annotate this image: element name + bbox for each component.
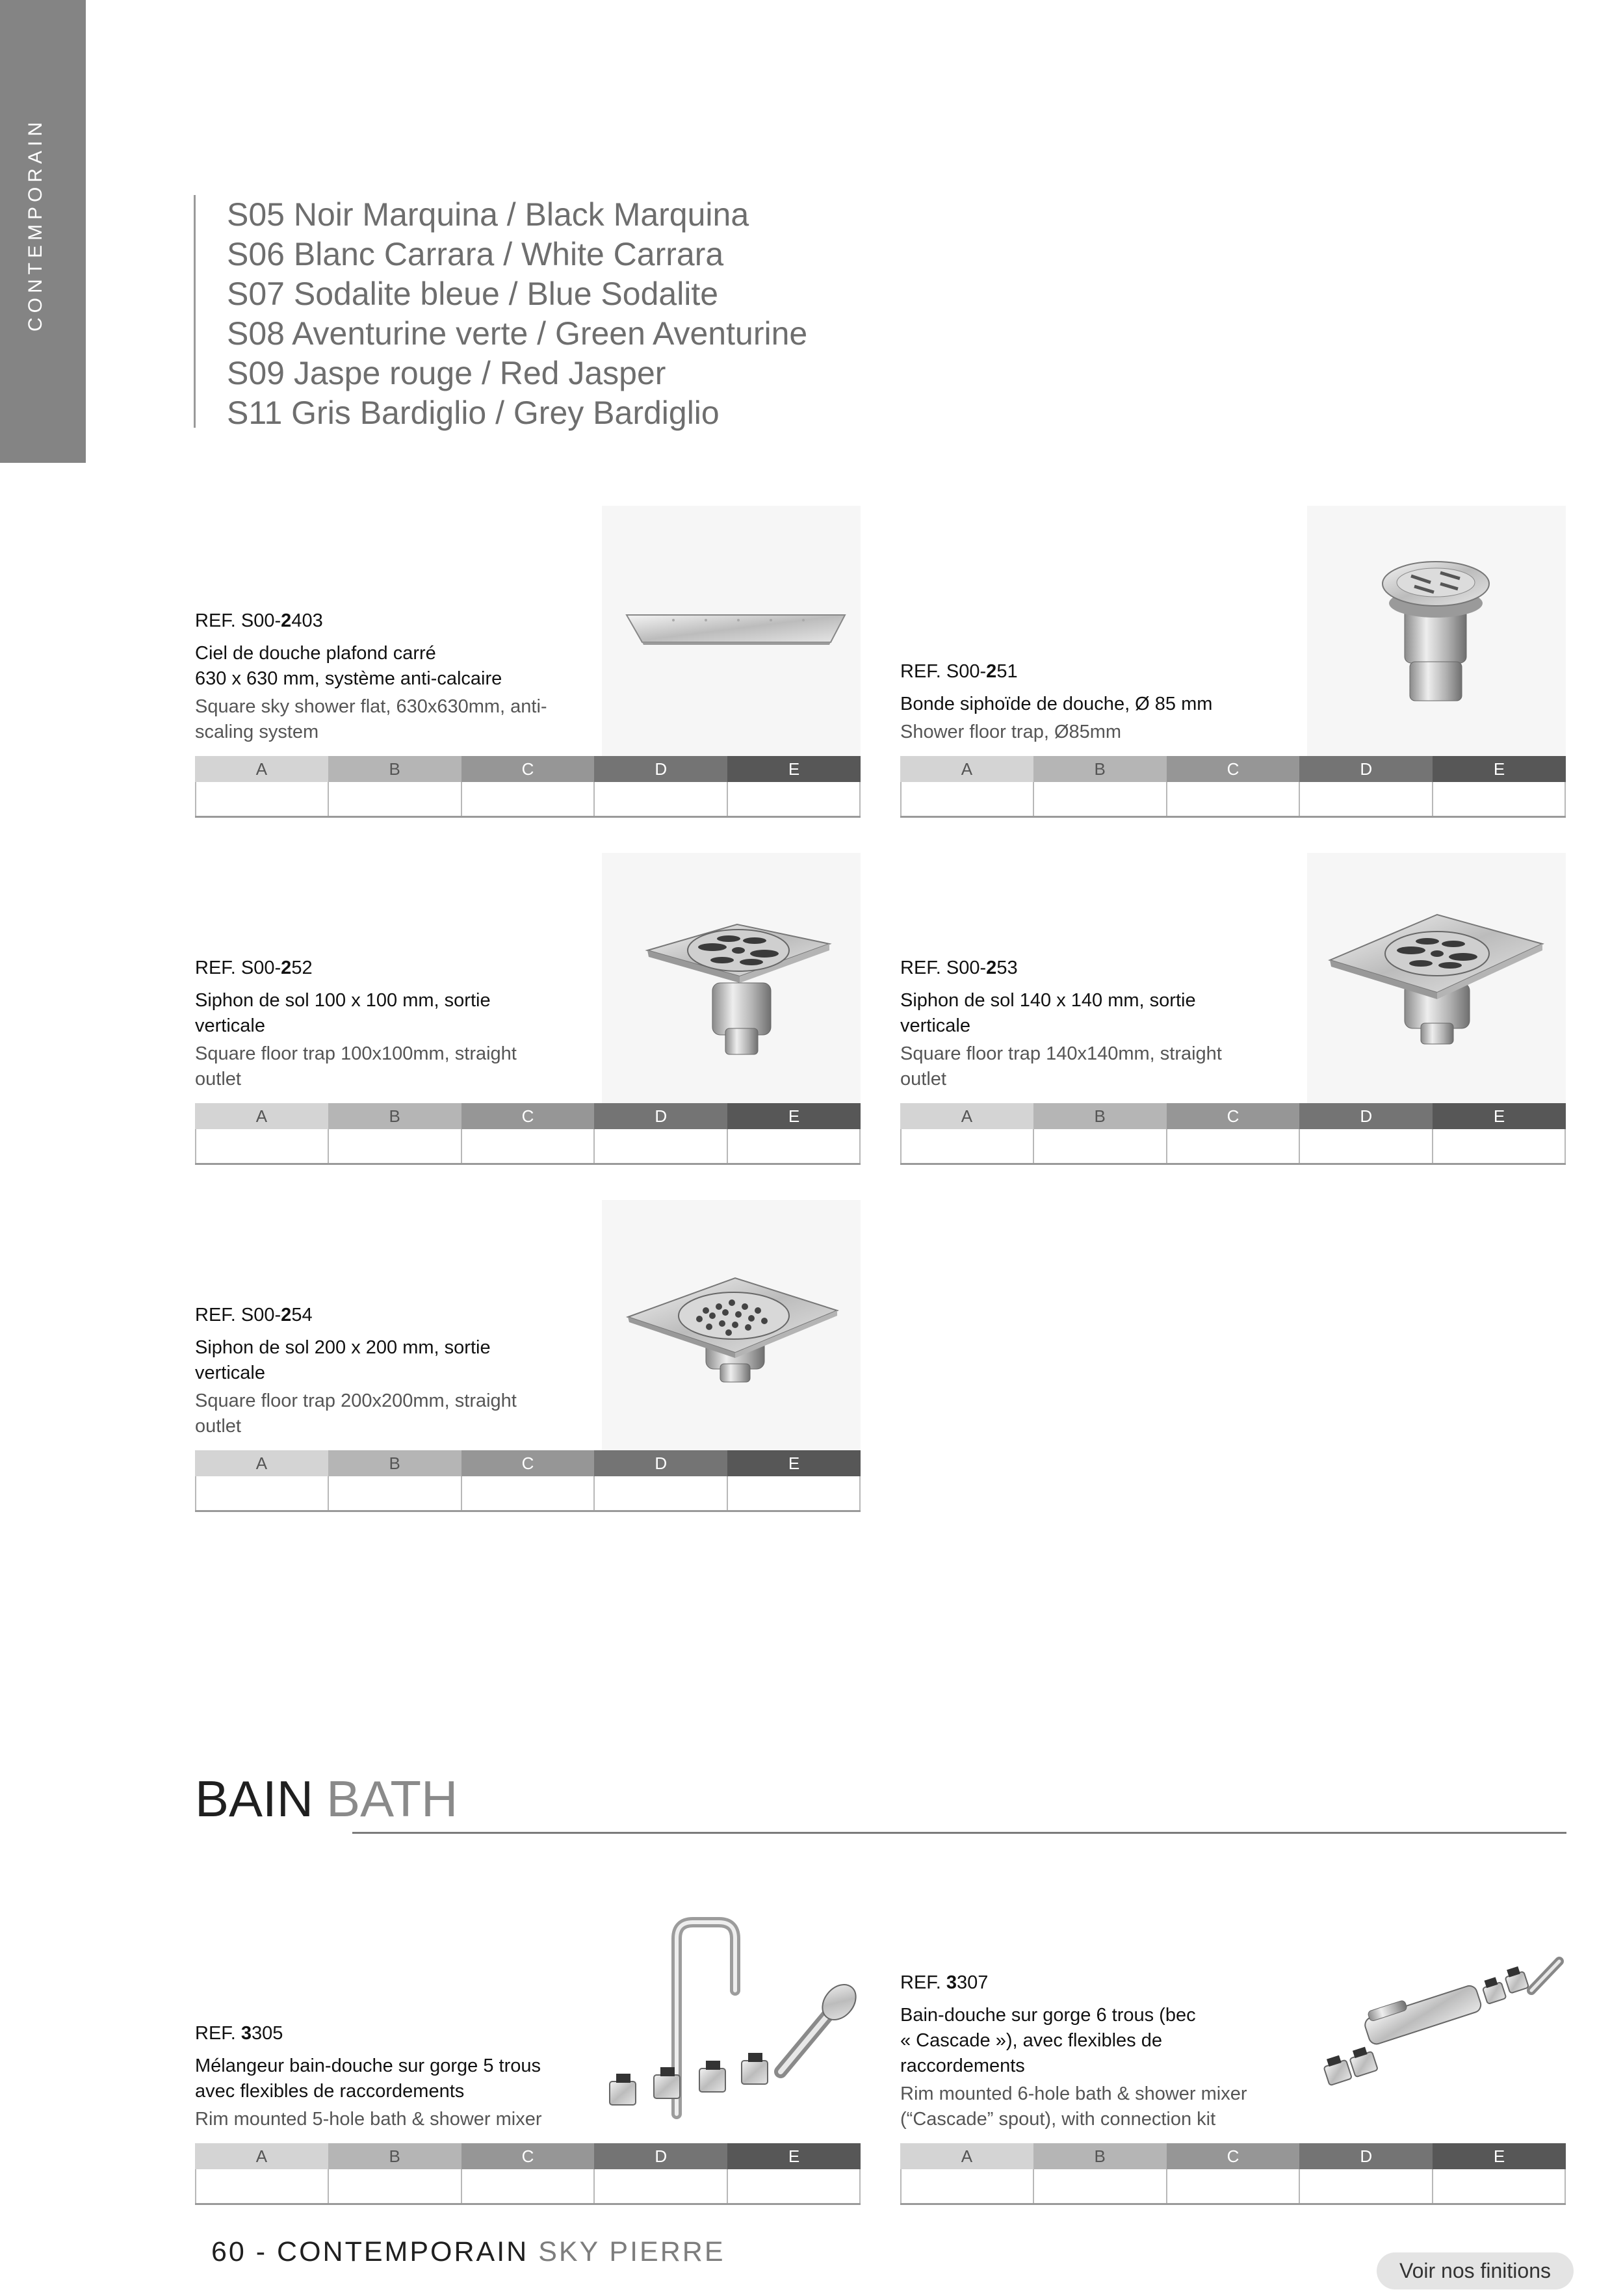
dimension-col-c: C <box>461 756 595 782</box>
product-description-fr: Siphon de sol 100 x 100 mm, sortie verticale <box>195 990 491 1036</box>
section-divider <box>352 1832 1566 1834</box>
dimension-col-e: E <box>1433 756 1566 782</box>
floor-trap-perforated-icon <box>602 1200 861 1450</box>
dimension-col-a: A <box>900 1103 1033 1129</box>
dimension-col-a: A <box>195 756 328 782</box>
dimension-col-e: E <box>727 1103 861 1129</box>
dimension-table <box>900 756 1566 818</box>
view-finishes-button[interactable]: Voir nos finitions <box>1377 2252 1574 2289</box>
dimension-col-a: A <box>195 1450 328 1476</box>
product-ref: REF. S00-252 <box>195 958 313 978</box>
product-description-en: Shower floor trap, Ø85mm <box>900 722 1122 742</box>
dimension-col-e: E <box>727 1450 861 1476</box>
dimension-col-d: D <box>594 1450 727 1476</box>
floor-trap-icon <box>1307 853 1566 1103</box>
dimension-col-d: D <box>594 2143 727 2169</box>
dimension-col-a: A <box>195 1103 328 1129</box>
product-info <box>900 958 1298 1092</box>
product-description-en: Square floor trap 100x100mm, straight outlet <box>195 1043 517 1089</box>
product-info <box>195 1305 593 1439</box>
product-ref: REF. S00-251 <box>900 661 1018 682</box>
product-info <box>900 661 1298 745</box>
dimension-table <box>195 1103 861 1165</box>
floor-trap-icon <box>602 853 861 1103</box>
product-description-fr: Ciel de douche plafond carré 630 x 630 mm, système anti-calcaire <box>195 643 502 689</box>
dimension-table <box>195 1450 861 1512</box>
dimension-col-b: B <box>1033 2143 1167 2169</box>
product-info <box>900 1972 1298 2132</box>
dimension-table <box>195 756 861 818</box>
dimension-col-d: D <box>594 756 727 782</box>
dimension-table <box>900 2143 1566 2205</box>
section-side-tab <box>0 0 86 463</box>
product-card <box>195 1200 861 1512</box>
dimension-col-c: C <box>1167 2143 1300 2169</box>
product-ref: REF. 3305 <box>195 2023 283 2044</box>
product-description-fr: Bain-douche sur gorge 6 trous (bec « Cascade »), avec flexibles de raccordements <box>900 2005 1196 2076</box>
product-description-fr: Bonde siphoïde de douche, Ø 85 mm <box>900 694 1213 714</box>
product-ref: REF. S00-2403 <box>195 610 323 631</box>
product-ref: REF. S00-253 <box>900 958 1018 978</box>
dimension-col-b: B <box>328 756 461 782</box>
dimension-col-c: C <box>1167 1103 1300 1129</box>
product-description-en: Square sky shower flat, 630x630mm, anti- scaling system <box>195 696 547 742</box>
dimension-col-d: D <box>1299 756 1433 782</box>
product-card <box>195 506 861 818</box>
section-title <box>195 1769 458 1829</box>
dimension-col-e: E <box>727 756 861 782</box>
dimension-col-c: C <box>461 1103 595 1129</box>
product-card <box>195 853 861 1165</box>
footer-collection: SKY PIERRE <box>538 2236 725 2267</box>
product-ref: REF. S00-254 <box>195 1305 313 1325</box>
finish-list <box>194 195 808 431</box>
dimension-col-a: A <box>195 2143 328 2169</box>
product-card <box>900 853 1566 1165</box>
dimension-col-e: E <box>1433 1103 1566 1129</box>
dimension-col-b: B <box>1033 1103 1167 1129</box>
finish-item: S06 Blanc Carrara / White Carrara <box>227 236 724 272</box>
dimension-col-a: A <box>900 2143 1033 2169</box>
footer-page-label: 60 - CONTEMPORAIN <box>211 2236 529 2267</box>
product-description-fr: Mélangeur bain-douche sur gorge 5 trous avec flexibles de raccordements <box>195 2055 541 2102</box>
side-tab-label: CONTEMPORAIN <box>25 117 46 332</box>
product-card <box>900 1893 1566 2205</box>
product-description-fr: Siphon de sol 140 x 140 mm, sortie verticale <box>900 990 1196 1036</box>
dimension-table <box>900 1103 1566 1165</box>
dimension-col-b: B <box>1033 756 1167 782</box>
section-title-en: BATH <box>326 1770 458 1827</box>
dimension-col-d: D <box>1299 2143 1433 2169</box>
product-description-en: Square floor trap 200x200mm, straight outlet <box>195 1390 517 1437</box>
product-info <box>195 610 593 745</box>
dimension-col-b: B <box>328 1103 461 1129</box>
finish-item: S07 Sodalite bleue / Blue Sodalite <box>227 276 719 312</box>
product-ref: REF. 3307 <box>900 1972 989 1993</box>
dimension-table <box>195 2143 861 2205</box>
finish-item: S11 Gris Bardiglio / Grey Bardiglio <box>227 395 720 431</box>
dimension-col-b: B <box>328 1450 461 1476</box>
shower-drain-icon <box>1307 506 1566 756</box>
finish-item: S08 Aventurine verte / Green Aventurine <box>227 315 808 352</box>
section-title-fr: BAIN <box>195 1770 314 1827</box>
page-footer <box>211 2236 725 2268</box>
product-info <box>195 2023 593 2132</box>
dimension-col-b: B <box>328 2143 461 2169</box>
product-description-en: Square floor trap 140x140mm, straight outlet <box>900 1043 1222 1089</box>
dimension-col-d: D <box>1299 1103 1433 1129</box>
product-card <box>900 506 1566 818</box>
dimension-col-c: C <box>461 2143 595 2169</box>
dimension-col-e: E <box>1433 2143 1566 2169</box>
flat-shower-head-icon <box>602 506 861 756</box>
product-card <box>195 1893 861 2205</box>
bath-mixer-6-hole-icon <box>1307 1893 1566 2143</box>
product-description-en: Rim mounted 6-hole bath & shower mixer (“Cascade” spout), with connection kit <box>900 2083 1247 2130</box>
dimension-col-d: D <box>594 1103 727 1129</box>
product-description-fr: Siphon de sol 200 x 200 mm, sortie verticale <box>195 1337 491 1383</box>
dimension-col-c: C <box>1167 756 1300 782</box>
dimension-col-c: C <box>461 1450 595 1476</box>
dimension-col-a: A <box>900 756 1033 782</box>
product-info <box>195 958 593 1092</box>
finish-item: S05 Noir Marquina / Black Marquina <box>227 196 749 233</box>
bath-mixer-5-hole-icon <box>602 1893 861 2143</box>
finish-item: S09 Jaspe rouge / Red Jasper <box>227 355 666 391</box>
product-description-en: Rim mounted 5-hole bath & shower mixer <box>195 2109 542 2130</box>
dimension-col-e: E <box>727 2143 861 2169</box>
